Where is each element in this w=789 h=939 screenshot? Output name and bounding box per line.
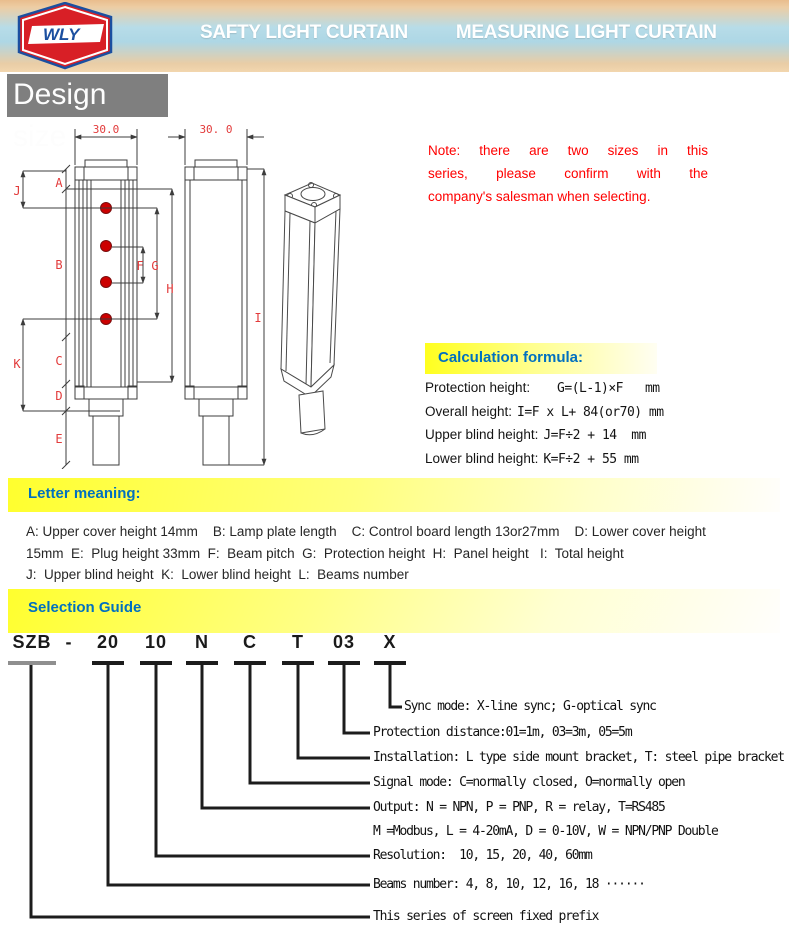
dim-label-A: A [55,176,63,190]
front-view [75,123,137,465]
letter-meaning-text [26,521,776,586]
formula-row [425,404,765,428]
note-line: series, please confirm with the [428,166,708,181]
dim-label-G: G [151,259,159,273]
formula-expression: G=(L-1)×F mm [535,381,660,396]
explanation-signal: Signal mode: C=normally closed, O=normally open [373,775,685,790]
code-part-sync: X [383,632,397,652]
letter-meaning-line: J: Upper blind height K: Lower blind height L: Beams number [26,567,409,582]
logo-text: WLY [43,25,80,44]
dim-label-I: I [254,311,262,325]
explanation-output: Output: N = NPN, P = PNP, R = relay, T=RS485 [373,800,665,815]
dim-label-F: F [136,259,144,273]
technical-drawing [0,117,430,469]
code-part-distance: 03 [332,632,356,652]
header-banner [0,0,789,72]
perspective-view [281,183,340,435]
explanation-prefix: This series of screen fixed prefix [373,909,599,924]
formula-row [425,427,765,451]
code-part-resolution: 20 [96,632,120,652]
page-title: Design size [7,74,168,117]
dim-label-K: K [13,357,21,371]
selection-diagram [0,630,789,939]
note-line: company's salesman when selecting. [428,189,651,204]
side-view [168,123,264,465]
formula-title: Calculation formula: [438,349,584,366]
explanation-distance: Protection distance:01=1m, 03=3m, 05=5m [373,725,632,740]
formula-expression: I=F x L+ 84(or70) mm [517,404,664,420]
letter-meaning-band [8,478,780,512]
explanation-output-cont: M =Modbus, L = 4-20mA, D = 0-10V, W = NPN/PNP Double [373,824,718,839]
note-line: Note: there are two sizes in this [428,143,708,158]
formula-row [425,380,765,404]
letter-meaning-title: Letter meaning: [28,485,141,502]
letter-meaning-line: 15mm E: Plug height 33mm F: Beam pitch G: Protection height H: Panel height I: Total height [26,545,624,561]
explanation-sync: Sync mode: X-line sync; G-optical sync [404,699,656,714]
explanation-beams: Beams number: 4, 8, 10, 12, 16, 18 ······ [373,877,645,892]
dim-label-E: E [55,432,63,446]
code-part-signal: C [243,632,257,652]
dim-label-H: H [166,282,174,296]
formula-label: Upper blind height: [425,427,539,442]
code-part-dash: - [65,632,73,652]
company-logo [16,2,116,70]
dim-label-J: J [13,184,21,198]
code-part-prefix: SZB [12,632,52,652]
formula-row [425,451,765,475]
explanation-resolution: Resolution: 10, 15, 20, 40, 60mm [373,848,592,863]
formula-label: Protection height: [425,380,531,395]
selection-guide-title: Selection Guide [28,599,142,616]
dim-front-width: 30.0 [92,123,120,136]
note-text [428,139,708,208]
formula-expression: J=F÷2 + 14 mm [543,428,646,443]
explanation-install: Installation: L type side mount bracket, T: steel pipe bracket [373,750,784,765]
calculation-formula-panel [425,343,765,474]
code-part-output: N [195,632,209,652]
dim-label-C: C [55,354,63,368]
formula-title-band [425,343,657,374]
dim-label-D: D [55,389,63,403]
formula-label: Lower blind height: [425,450,539,466]
banner-title-measuring: MEASURING LIGHT CURTAIN [455,22,717,43]
dim-label-B: B [55,258,63,272]
formula-label: Overall height: [425,403,513,419]
code-part-beams: 10 [144,632,168,652]
code-part-install: T [292,632,304,652]
selection-guide-band [8,589,780,633]
letter-meaning-line: A: Upper cover height 14mm B: Lamp plate length C: Control board length 13or27mm D: Lower cover height [26,524,706,539]
formula-expression: K=F÷2 + 55 mm [543,451,639,467]
beam-dots [101,203,112,325]
banner-title-safety: SAFTY LIGHT CURTAIN [200,22,408,43]
dim-side-width: 30. 0 [199,123,233,136]
